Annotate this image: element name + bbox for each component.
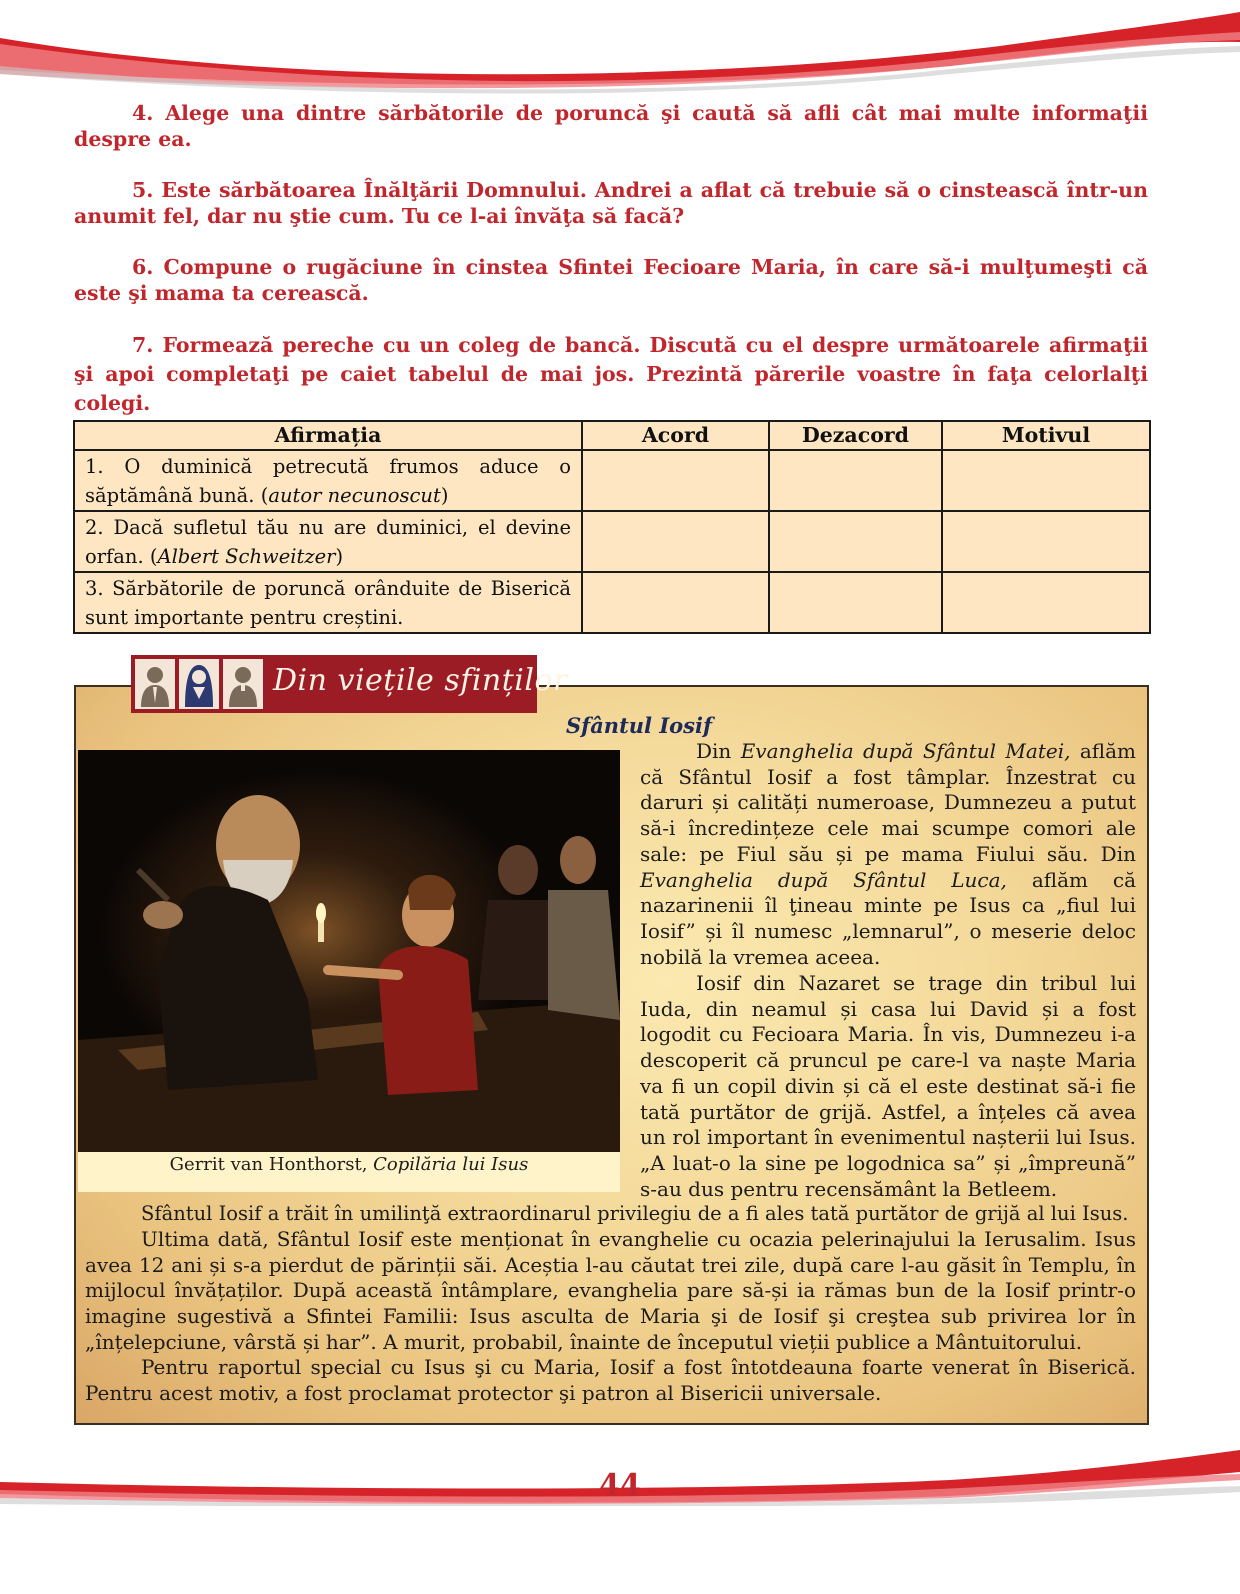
affirmation-cell bbox=[74, 572, 582, 633]
priest-figure-icon bbox=[223, 659, 263, 709]
row-number: 3. bbox=[85, 577, 104, 600]
agree-cell bbox=[582, 511, 769, 572]
header-disagree: Dezacord bbox=[769, 421, 942, 450]
question-6-number: 6. bbox=[132, 255, 154, 279]
agree-cell bbox=[582, 572, 769, 633]
question-5 bbox=[74, 177, 1148, 229]
p5-text: Pentru raportul special cu Isus şi cu Maria, Iosif a fost întotdeauna foarte venerat în Biserică. Pentru acest motiv, a fost proclamat protector şi patron al Bisericii universale. bbox=[85, 1355, 1136, 1405]
table-row bbox=[74, 572, 1150, 633]
p1-gospel-matthew: Evanghelia după Sfântul Matei, bbox=[740, 739, 1071, 763]
header-reason: Motivul bbox=[942, 421, 1150, 450]
affirmations-table bbox=[73, 420, 1151, 634]
paragraph-2 bbox=[640, 971, 1136, 1202]
p1-part-e: aflăm că nazarinenii îl ţineau minte pe Isus ca „fiul lui Iosif” și îl numesc „lemnarul”, o meserie deloc nobilă la vremea aceea. bbox=[640, 867, 1136, 969]
saint-figure-icon bbox=[135, 659, 175, 709]
disagree-cell bbox=[769, 572, 942, 633]
paragraph-1 bbox=[640, 739, 1136, 970]
affirmation-author: Albert Schweitzer bbox=[157, 545, 336, 568]
banner-title: Din viețile sfinților bbox=[273, 663, 568, 698]
p4-text: Ultima dată, Sfântul Iosif este menționat în evanghelie cu ocazia pelerinajului la Ierusalim. Isus avea 12 ani și s-a pierdut de părinții săi. Aceștia l-au căutat trei zile, după care l-au găsit în Templu, în mijlocul învățaților. După această întâmplare, evanghelia pare să-și ia rămas bun de la Iosif printr-o imagine sugestivă a Sfintei Familii: Isus asculta de Maria şi de Iosif şi creştea sub privirea lor în „înțelepciune, vârstă și har”. A murit, probabil, înainte de începutul vieții publice a Mântuitorului. bbox=[85, 1227, 1136, 1354]
row-number: 1. bbox=[85, 455, 104, 478]
caption-work: Copilăria lui Isus bbox=[373, 1154, 529, 1175]
nun-figure-icon bbox=[179, 659, 219, 709]
affirmation-text: O duminică petrecută frumos aduce o săptămână bună. bbox=[85, 455, 571, 507]
p1-part-a: Din bbox=[696, 739, 741, 763]
p1-part-c: aflăm că Sfântul Iosif a fost tâmplar. Înzestrat cu daruri și calități numeroase, Dumnezeu a putut să-i încredințeze cele mai scumpe comori ale sale: pe Fiul său și pe mama Fiului său. Din bbox=[640, 739, 1136, 866]
affirmation-text: Dacă sufletul tău nu are duminici, el devine orfan. bbox=[85, 516, 572, 568]
question-7 bbox=[74, 331, 1148, 418]
saints-banner bbox=[131, 655, 568, 713]
p3-text: Sfântul Iosif a trăit în umilinţă extraordinarul privilegiu de a fi ales tată purtător de grijă al lui Isus. bbox=[141, 1202, 1129, 1225]
header-agree: Acord bbox=[582, 421, 769, 450]
question-4-text: Alege una dintre sărbătorile de poruncă şi caută să afli cât mai multe informaţii despre ea. bbox=[74, 101, 1148, 151]
affirmation-text: Sărbătorile de poruncă orânduite de Biserică sunt importante pentru creștini. bbox=[85, 577, 571, 629]
painting-childhood-of-jesus bbox=[78, 750, 620, 1152]
reason-cell bbox=[942, 511, 1150, 572]
saint-title: Sfântul Iosif bbox=[566, 713, 712, 738]
question-5-text: Este sărbătoarea Înălţării Domnului. Andrei a aflat că trebuie să o cinstească într-un anumit fel, dar nu ştie cum. Tu ce l-ai învăţa să facă? bbox=[74, 178, 1148, 228]
table-header-row bbox=[74, 421, 1150, 450]
affirmation-cell: 1. O duminică petrecută frumos aduce o săptămână bună. (autor necunoscut) bbox=[74, 450, 582, 511]
table-row bbox=[74, 511, 1150, 572]
paragraph-4 bbox=[85, 1227, 1136, 1356]
question-4 bbox=[74, 100, 1148, 152]
question-6-text: Compune o rugăciune în cinstea Sfintei Fecioare Maria, în care să-i mulţumeşti că este şi mama ta cerească. bbox=[74, 255, 1149, 305]
p2-text: Iosif din Nazaret se trage din tribul lui Iuda, din neamul și casa lui David și a fost logodit cu Fecioara Maria. În vis, Dumnezeu i-a descoperit că pruncul pe care-l va naște Maria va fi un copil divin și că el este destinat să-i fie tată purtător de grijă. Astfel, a înțeles că avea un rol important în evenimentul nașterii lui Isus. „A luat-o la sine pe logodnica sa” și „împreună” s-au dus pentru recensământ la Betleem. bbox=[640, 971, 1136, 1201]
table-row bbox=[74, 450, 1150, 511]
disagree-cell bbox=[769, 450, 942, 511]
row-number: 2. bbox=[85, 516, 104, 539]
question-4-number: 4. bbox=[132, 101, 154, 125]
question-5-number: 5. bbox=[132, 178, 154, 202]
reason-cell bbox=[942, 450, 1150, 511]
affirmation-cell: 2. Dacă sufletul tău nu are duminici, el devine orfan. (Albert Schweitzer) bbox=[74, 511, 582, 572]
reason-cell bbox=[942, 572, 1150, 633]
p1-gospel-luke: Evanghelia după Sfântul Luca, bbox=[640, 867, 1007, 892]
agree-cell bbox=[582, 450, 769, 511]
caption-author: Gerrit van Honthorst, bbox=[169, 1154, 374, 1175]
top-wave-decoration bbox=[0, 0, 1240, 100]
header-affirmation: Afirmația bbox=[74, 421, 582, 450]
question-7-text: Formează pereche cu un coleg de bancă. Discută cu el despre următoarele afirmaţii şi apoi completaţi pe caiet tabelul de mai jos. Prezintă părerile voastre în faţa celorlalţi colegi. bbox=[74, 333, 1148, 415]
paragraph-5 bbox=[85, 1355, 1136, 1406]
painting-caption bbox=[78, 1152, 620, 1192]
page-number: 44 bbox=[599, 1468, 641, 1503]
disagree-cell bbox=[769, 511, 942, 572]
affirmation-author: autor necunoscut bbox=[268, 484, 441, 507]
question-6 bbox=[74, 254, 1148, 306]
paragraph-3 bbox=[85, 1201, 1136, 1227]
question-7-number: 7. bbox=[132, 333, 154, 357]
